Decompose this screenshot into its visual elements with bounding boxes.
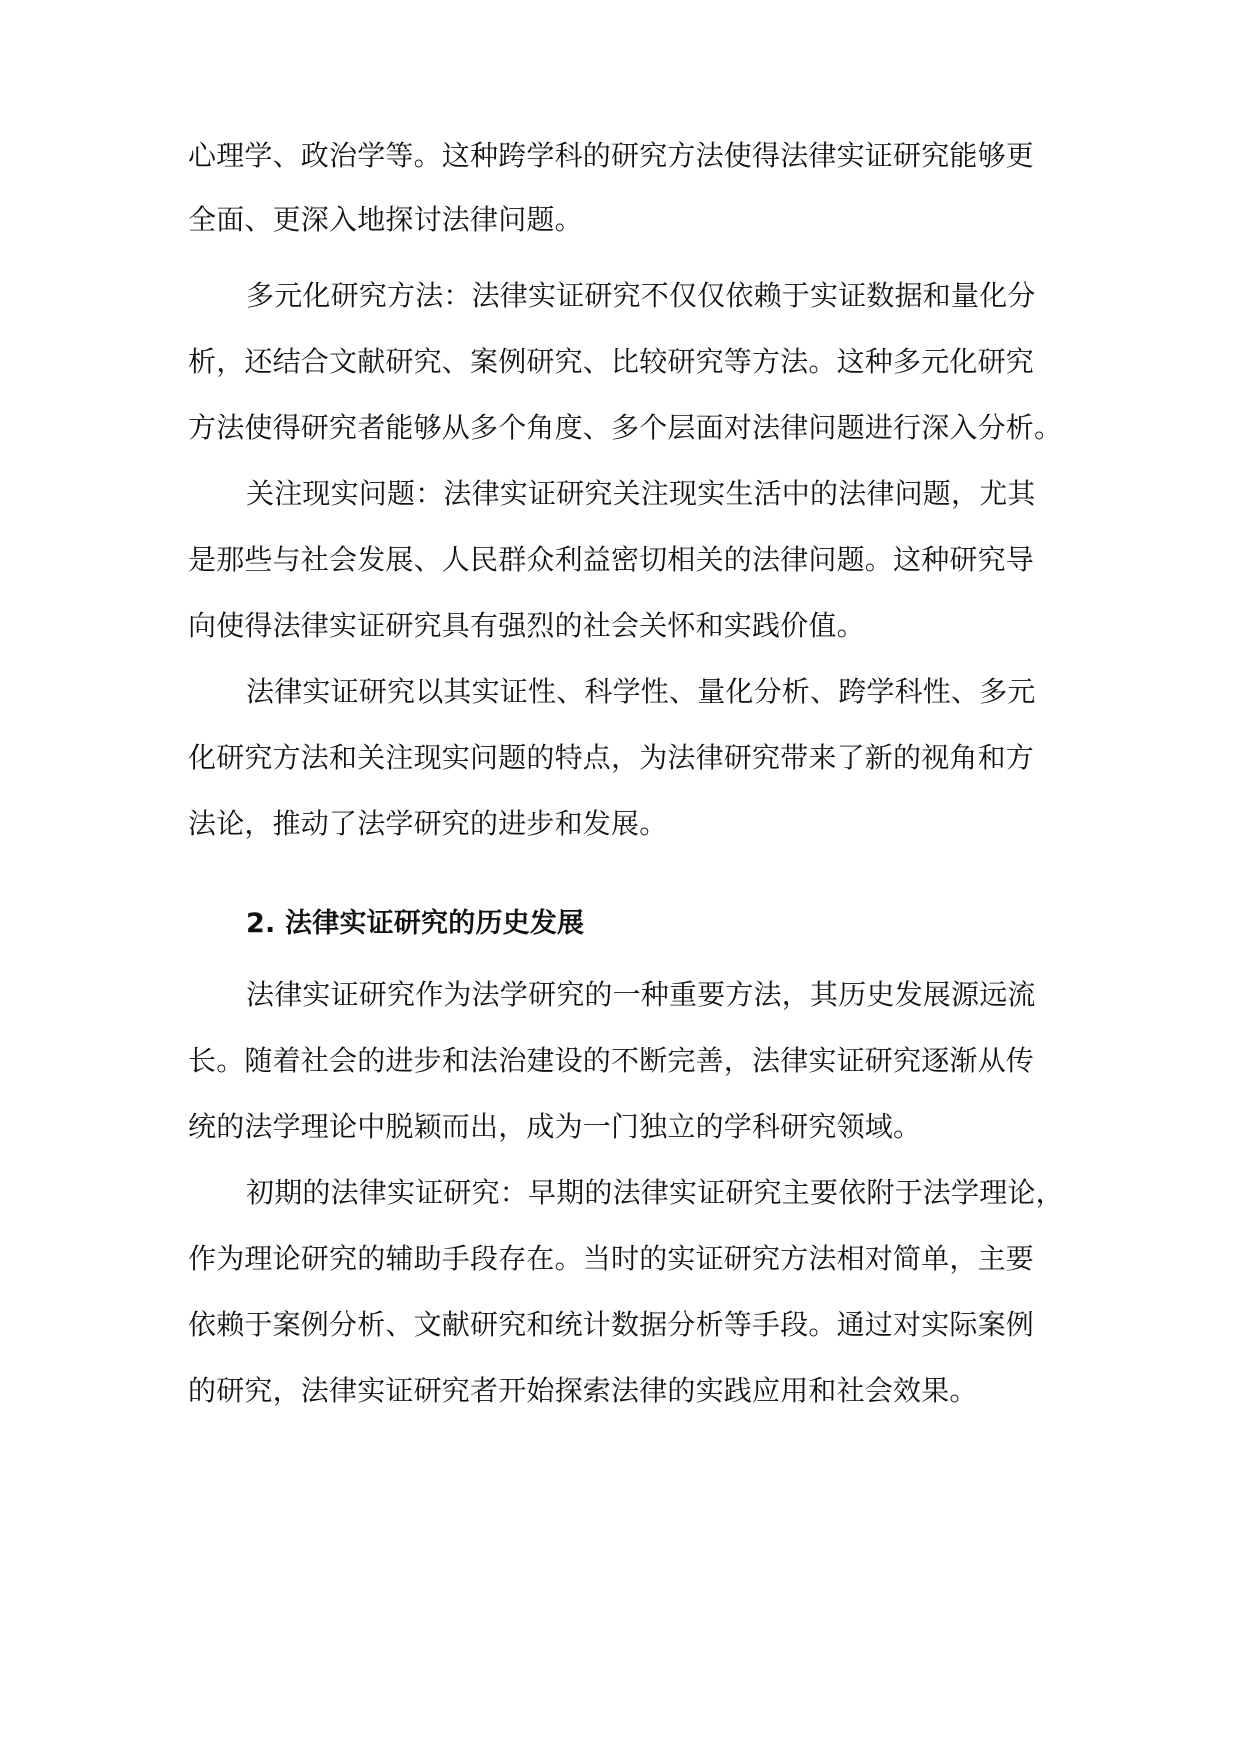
paragraph-line: 初期的法律实证研究：早期的法律实证研究主要依附于法学理论，	[246, 1176, 1064, 1209]
paragraph-line: 方法使得研究者能够从多个角度、多个层面对法律问题进行深入分析。	[188, 411, 1063, 444]
paragraph-line: 析，还结合文献研究、案例研究、比较研究等方法。这种多元化研究	[188, 345, 1035, 378]
paragraph-line: 作为理论研究的辅助手段存在。当时的实证研究方法相对简单，主要	[188, 1242, 1035, 1275]
paragraph-line: 法律实证研究以其实证性、科学性、量化分析、跨学科性、多元	[246, 675, 1036, 708]
paragraph-line: 统的法学理论中脱颖而出，成为一门独立的学科研究领域。	[188, 1110, 922, 1143]
paragraph-line: 关注现实问题：法律实证研究关注现实生活中的法律问题，尤其	[246, 477, 1036, 510]
paragraph-line: 长。随着社会的进步和法治建设的不断完善，法律实证研究逐渐从传	[188, 1044, 1035, 1077]
paragraph-line: 多元化研究方法：法律实证研究不仅仅依赖于实证数据和量化分	[246, 279, 1036, 312]
paragraph-line: 依赖于案例分析、文献研究和统计数据分析等手段。通过对实际案例	[188, 1308, 1035, 1341]
paragraph-line: 全面、更深入地探讨法律问题。	[188, 203, 583, 236]
paragraph-line: 化研究方法和关注现实问题的特点，为法律研究带来了新的视角和方	[188, 741, 1035, 774]
section-heading: 2. 法律实证研究的历史发展	[246, 908, 585, 939]
paragraph-line: 法律实证研究作为法学研究的一种重要方法，其历史发展源远流	[246, 978, 1036, 1011]
paragraph-line: 心理学、政治学等。这种跨学科的研究方法使得法律实证研究能够更	[188, 139, 1035, 172]
paragraph-line: 向使得法律实证研究具有强烈的社会关怀和实践价值。	[188, 609, 865, 642]
paragraph-line: 法论，推动了法学研究的进步和发展。	[188, 807, 668, 840]
paragraph-line: 的研究，法律实证研究者开始探索法律的实践应用和社会效果。	[188, 1374, 978, 1407]
paragraph-line: 是那些与社会发展、人民群众利益密切相关的法律问题。这种研究导	[188, 543, 1035, 576]
